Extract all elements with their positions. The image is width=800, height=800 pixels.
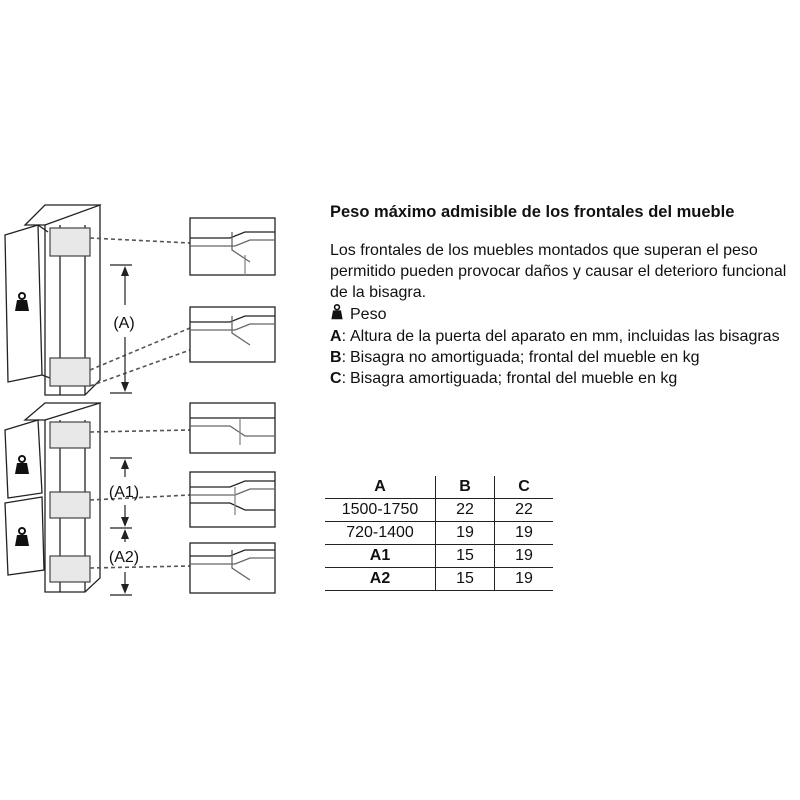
dimension-a1-label: (A1) <box>108 484 140 501</box>
table-cell: 19 <box>495 545 554 568</box>
legend-item-b: B: Bisagra no amortiguada; frontal del mueble en kg <box>330 347 795 368</box>
table-cell: 720-1400 <box>325 522 436 545</box>
column-header: B <box>436 476 495 499</box>
legend-key: A <box>330 328 342 345</box>
table-cell: 19 <box>495 522 554 545</box>
intro-paragraph: Los frontales de los muebles montados que superan el peso permitido pueden provocar daños y causar el deterioro funcional de la bisagra. <box>330 242 787 301</box>
table-cell: 15 <box>436 568 495 591</box>
table-cell: 19 <box>436 522 495 545</box>
legend-key: C <box>330 370 342 387</box>
installation-diagram <box>0 195 320 605</box>
legend-text: Altura de la puerta del aparato en mm, incluidas las bisagras <box>350 328 780 345</box>
legend <box>330 304 795 389</box>
dimension-a-label: (A) <box>113 315 135 332</box>
legend-text: Bisagra amortiguada; frontal del mueble en kg <box>350 370 678 387</box>
table-cell: 19 <box>495 568 554 591</box>
table-header-row <box>325 476 553 499</box>
weight-table <box>325 476 553 591</box>
legend-text: Peso <box>350 306 387 323</box>
table-row <box>325 522 553 545</box>
table-row <box>325 545 553 568</box>
legend-text: Bisagra no amortiguada; frontal del mueble en kg <box>350 349 700 366</box>
table-cell: A2 <box>325 568 436 591</box>
section-heading: Peso máximo admisible de los frontales del mueble <box>330 203 735 221</box>
column-header: C <box>495 476 554 499</box>
table-cell: 22 <box>436 499 495 522</box>
dimension-a2-label: (A2) <box>108 549 140 566</box>
legend-item-c: C: Bisagra amortiguada; frontal del mueble en kg <box>330 368 795 389</box>
column-header: A <box>325 476 436 499</box>
table-cell: 15 <box>436 545 495 568</box>
table-cell: A1 <box>325 545 436 568</box>
table-cell: 22 <box>495 499 554 522</box>
table-cell: 1500-1750 <box>325 499 436 522</box>
legend-key: B <box>330 349 342 366</box>
legend-item-weight <box>330 304 795 326</box>
table-row <box>325 568 553 591</box>
legend-item-a: A: Altura de la puerta del aparato en mm, incluidas las bisagras <box>330 326 795 347</box>
weight-icon <box>330 304 350 326</box>
table-row <box>325 499 553 522</box>
